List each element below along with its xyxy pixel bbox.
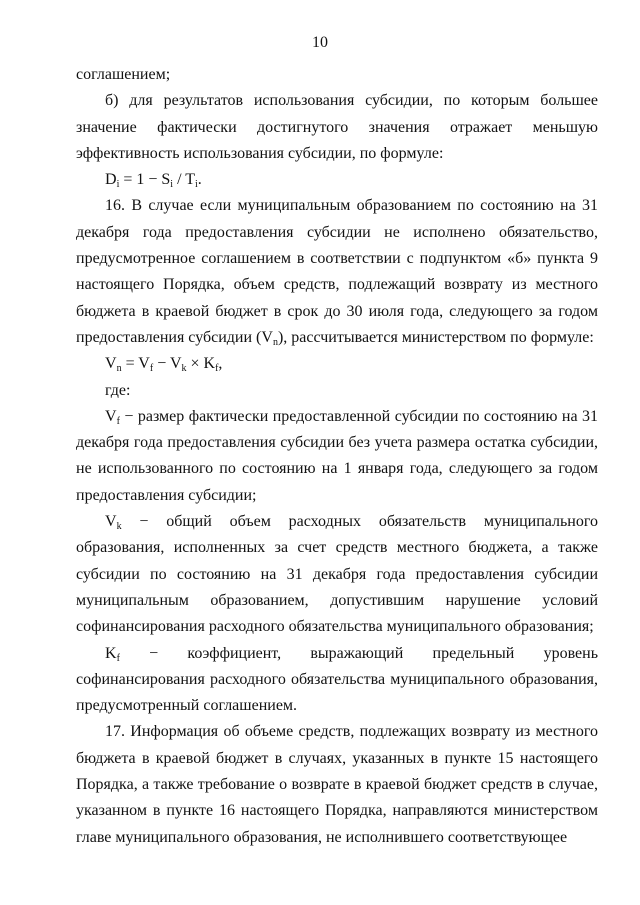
- formula-vn: $V_n = V_f - V_k \times K_f$,: [105, 355, 223, 375]
- paragraph-16: 16. В случае если муниципальным образованием по состоянию на 31 декабря года предоставления субсидии не исполнено обязательство, предусмотренное соглашением в соответствии с подпунктом «б» пункта 9 настоящего Порядка, объем средств, подлежащий возврату из местного бюджета в краевой бюджет в срок до 30 июля года, следующего за годом предоставления субсидии $(V_n)$, рассчитывается министерством по формуле:: [76, 197, 598, 348]
- definition-kf: $K_f$ − коэффициент, выражающий предельный уровень софинансирования расходного обязательства муниципального образования, предусмотренный соглашением.: [76, 644, 598, 715]
- paragraph-17: 17. Информация об объеме средств, подлежащих возврату из местного бюджета в краевой бюджет в случаях, указанных в пункте 15 настоящего Порядка, а также требование о возврате в краевой бюджет средств в случае, указанном в пункте 16 настоящего Порядка, направляются министерством главе муниципального образования, не исполнившего соответствующее: [76, 723, 598, 846]
- paragraph-continuation: соглашением;: [76, 66, 171, 83]
- definition-vf: $V_f$ − размер фактически предоставленной субсидии по состоянию на 31 декабря года предоставления субсидии без учета размера остатка субсидии, не использованного по состоянию на 1 января года, следующего за годом предоставления субсидии;: [76, 407, 598, 504]
- where-label: где:: [105, 381, 131, 399]
- formula-di: $D_i = 1 - S_i / T_i$.: [105, 171, 202, 191]
- document-body: [76, 62, 598, 851]
- page-number: 10: [312, 34, 328, 51]
- definition-vk: $V_k$ − общий объем расходных обязательств муниципального образования, исполненных за счет средств местного бюджета, а также субсидии по состоянию на 31 декабря года предоставления субсидии муниципальным образованием, допустившим нарушение условий софинансирования расходного обязательства муниципального образования;: [76, 513, 598, 636]
- paragraph-subpoint-b: б) для результатов использования субсидии, по которым большее значение фактически достигнутого значения отражает меньшую эффективность использования субсидии, по формуле:: [76, 92, 598, 162]
